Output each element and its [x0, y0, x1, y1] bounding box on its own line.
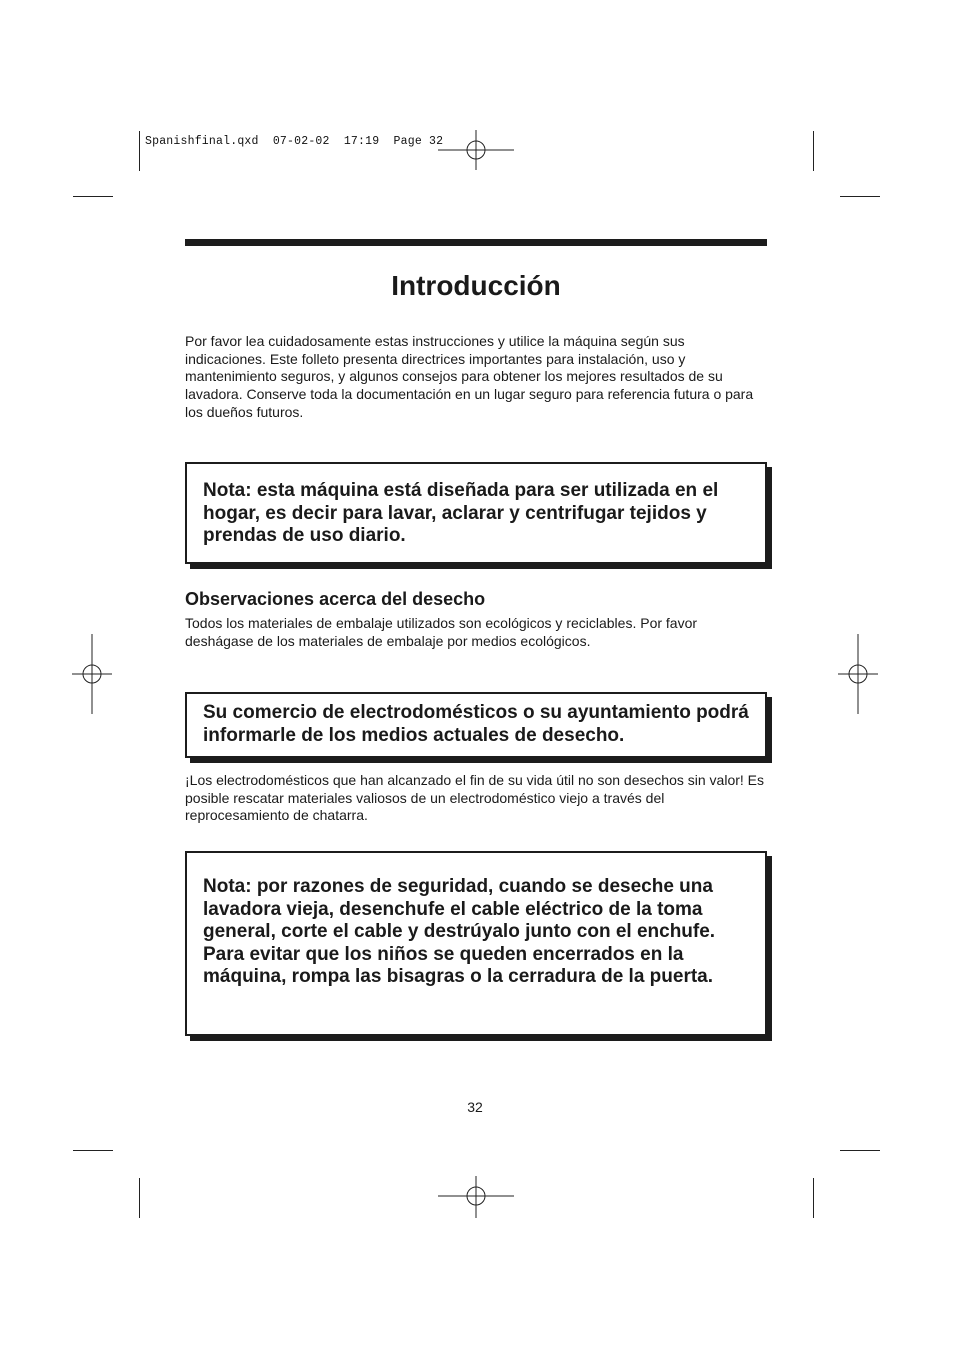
crop-mark-bottom-right-h — [840, 1150, 880, 1151]
page-title: Introducción — [391, 270, 561, 301]
crop-mark-top-left-h — [73, 196, 113, 197]
page-number: 32 — [467, 1099, 483, 1115]
intro-paragraph: Por favor lea cuidadosamente estas instrucciones y utilice la máquina según sus indicaciones. Este folleto presenta directrices importantes para instalación, uso y mantenimiento seguros, y algunos consejos para obtener los mejores resultados de su lavadora. Conserve toda la documentación en un lugar seguro para referencia futura o para los dueños futuros. — [185, 333, 754, 420]
crop-mark-bottom-right-v — [813, 1178, 814, 1218]
note-disposal-info-text: Su comercio de electrodomésticos o su ayuntamiento podrá informarle de los medios actuales de desecho. — [203, 702, 749, 746]
registration-mark-right — [838, 634, 878, 714]
note-safety-text: Nota: por razones de seguridad, cuando se deseche una lavadora vieja, desenchufe el cable eléctrico de la toma general, corte el cable y destrúyalo junto con el enchufe. Para evitar que los niños se queden encerrados en la máquina, rompa las bisagras o la cerradura de la puerta. — [203, 876, 716, 987]
title-rule — [185, 239, 767, 246]
registration-mark-left — [72, 634, 112, 714]
crop-mark-bottom-left-h — [73, 1150, 113, 1151]
note-home-use-text: Nota: esta máquina está diseñada para ser utilizada en el hogar, es decir para lavar, aclarar y centrifugar tejidos y prendas de uso diario. — [203, 480, 719, 546]
crop-mark-bottom-left-v — [139, 1178, 140, 1218]
note-box-disposal-info — [185, 692, 767, 758]
note-box-home-use — [185, 462, 767, 564]
disposal-paragraph: Todos los materiales de embalaje utilizados son ecológicos y reciclables. Por favor deshágase de los materiales de embalaje por medios ecológicos. — [185, 615, 698, 649]
disposal-heading: Observaciones acerca del desecho — [185, 589, 486, 609]
file-slug: Spanishfinal.qxd 07-02-02 17:19 Page 32 — [145, 135, 444, 148]
note-box-safety — [185, 851, 767, 1036]
crop-mark-top-right-v — [813, 131, 814, 171]
registration-mark-top — [436, 111, 516, 171]
appliances-paragraph: ¡Los electrodomésticos que han alcanzado el fin de su vida útil no son desechos sin valor! Es posible rescatar materiales valiosos de un electrodoméstico viejo a través del reprocesamiento de chatarra. — [185, 772, 765, 824]
crop-mark-top-right-h — [840, 196, 880, 197]
crop-mark-top-left-v — [139, 131, 140, 171]
registration-mark-bottom — [436, 1176, 516, 1220]
